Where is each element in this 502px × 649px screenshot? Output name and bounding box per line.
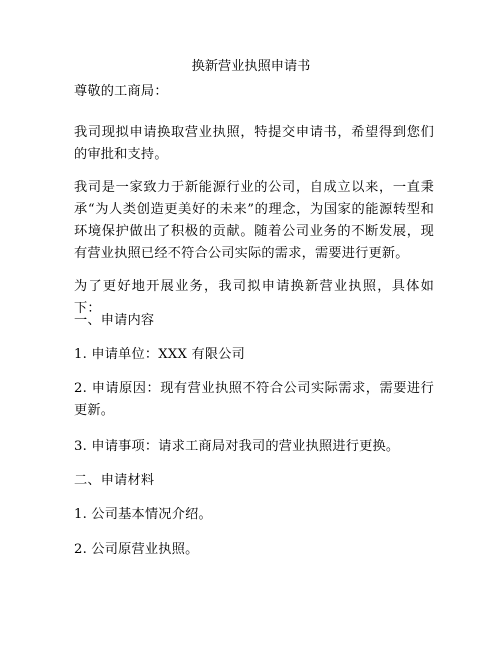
section-heading-application-materials: 二、申请材料 — [74, 473, 155, 488]
salutation: 尊敬的工商局： — [74, 84, 168, 99]
list-item-reason: 2. 申请原因：现有营业执照不符合公司实际需求，需要进行更新。 — [74, 381, 434, 418]
paragraph-purpose: 为了更好地开展业务，我司拟申请换新营业执照，具体如下： — [74, 279, 434, 316]
document-title: 换新营业执照申请书 — [191, 59, 311, 74]
section-heading-application-content: 一、申请内容 — [74, 313, 155, 328]
paragraph-company-background: 我司是一家致力于新能源行业的公司，自成立以来，一直秉承“为人类创造更美好的未来”的理念，为国家的能源转型和环境保护做出了积极的贡献。随着公司业务的不断发展，现有营业执照已经不符合公司实际的需求，需要进行更新。 — [74, 180, 434, 261]
list-item-matter: 3. 申请事项：请求工商局对我司的营业执照进行更换。 — [74, 439, 400, 454]
list-item-company-intro: 1. 公司基本情况介绍。 — [74, 507, 212, 522]
list-item-original-license: 2. 公司原营业执照。 — [74, 542, 199, 557]
paragraph-intro: 我司现拟申请换取营业执照，特提交申请书，希望得到您们的审批和支持。 — [74, 125, 434, 162]
list-item-applicant: 1. 申请单位：XXX 有限公司 — [74, 347, 246, 362]
